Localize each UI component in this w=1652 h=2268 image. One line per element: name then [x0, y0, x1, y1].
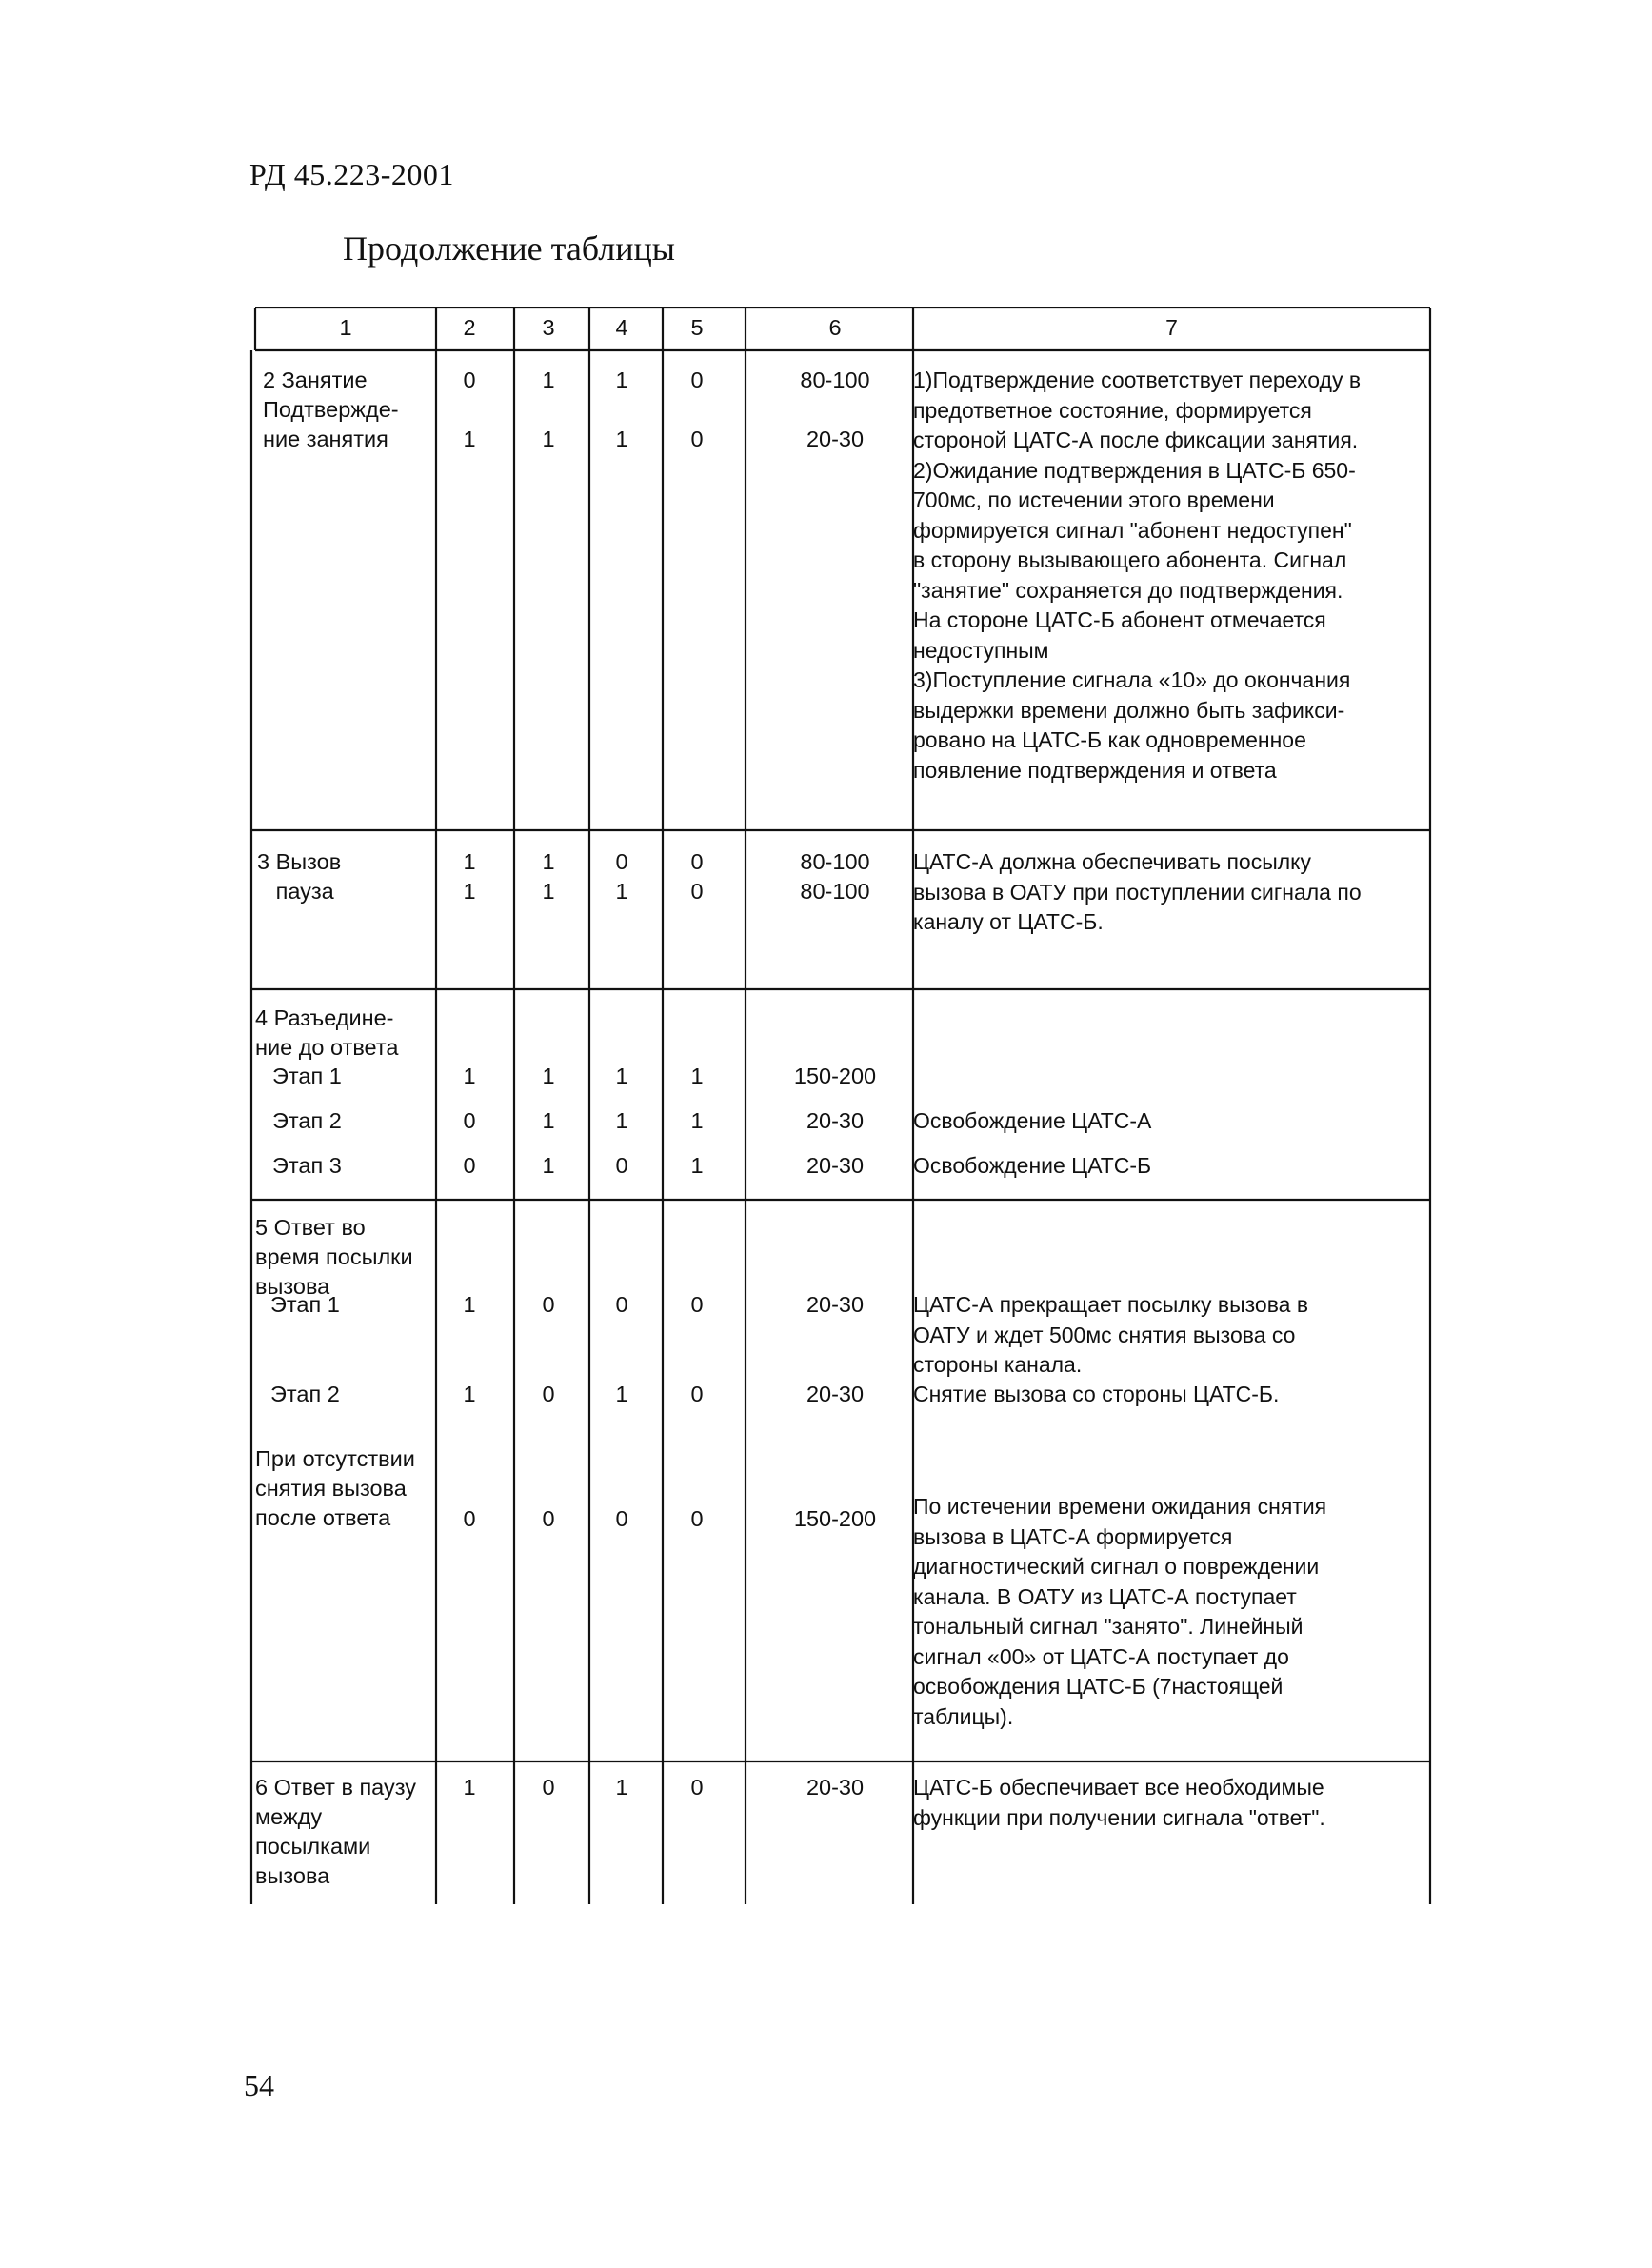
row-6-name: 6 Ответ в паузу между посылками вызова [255, 1775, 416, 1888]
row-4-stage-2-col-2: 0 [463, 1108, 476, 1133]
row-5-stage-1-col-4: 0 [615, 1292, 628, 1317]
row-5-stage-1-col-2: 1 [463, 1292, 476, 1317]
row-5-stage-3-col-3: 0 [542, 1506, 555, 1531]
row-5-stage-3-note: По истечении времени ожидания снятия вызова в ЦАТС-А формируется диагностический сигнал о повреждении канала. В ОАТУ из ЦАТС-А поступает тональный сигнал "занято". Линейный сигнал «00» от ЦАТС-А поступает до освобождения ЦАТС-Б (7настоящей таблицы). [913, 1494, 1327, 1729]
row-5-stage-1-col-6: 20-30 [806, 1292, 865, 1317]
row-3-col-4: 0 1 [615, 849, 628, 904]
row-4-stage-1-col-4: 1 [615, 1064, 628, 1088]
row-3-col-2: 1 1 [463, 849, 476, 904]
row-6-col-4: 1 [615, 1775, 628, 1800]
row-5-stage-2-note: Снятие вызова со стороны ЦАТС-Б. [913, 1382, 1280, 1406]
row-5-stage-2-col-2: 1 [463, 1382, 476, 1406]
col-header-5: 5 [690, 315, 704, 340]
row-3-col-5: 0 0 [690, 849, 704, 904]
row-4-stage-1-name: Этап 1 [272, 1064, 342, 1088]
row-4-stage-1-col-5: 1 [690, 1064, 704, 1088]
row-2-col-4: 1 1 [615, 368, 628, 451]
row-5-stage-2-col-3: 0 [542, 1382, 555, 1406]
row-4-name: 4 Разъедине- ние до ответа [255, 1005, 399, 1060]
row-5-stage-1-col-3: 0 [542, 1292, 555, 1317]
row-3-col-6: 80-100 80-100 [800, 849, 870, 904]
col-header-3: 3 [542, 315, 555, 340]
row-6-col-6: 20-30 [806, 1775, 865, 1800]
row-4-stage-2-col-5: 1 [690, 1108, 704, 1133]
row-5-stage-2-col-6: 20-30 [806, 1382, 865, 1406]
row-4-stage-1-col-2: 1 [463, 1064, 476, 1088]
row-5-stage-3-col-4: 0 [615, 1506, 628, 1531]
row-4-stage-2-name: Этап 2 [272, 1108, 342, 1133]
col-header-4: 4 [615, 315, 628, 340]
row-4-stage-2-col-6: 20-30 [806, 1108, 865, 1133]
row-5-stage-2-col-5: 0 [690, 1382, 704, 1406]
row-4-stage-3-note: Освобождение ЦАТС-Б [913, 1153, 1152, 1178]
row-4-stage-3-col-4: 0 [615, 1153, 628, 1178]
row-2-col-5: 0 0 [690, 368, 704, 451]
row-2-col-2: 0 1 [463, 368, 476, 451]
row-4-stage-3-col-2: 0 [463, 1153, 476, 1178]
row-5-stage-3-col-2: 0 [463, 1506, 476, 1531]
row-2-name: 2 Занятие Подтвержде- ние занятия [263, 368, 399, 451]
row-6-col-2: 1 [463, 1775, 476, 1800]
col-header-6: 6 [828, 315, 842, 340]
row-4-stage-3-col-6: 20-30 [806, 1153, 865, 1178]
page-number: 54 [244, 2068, 274, 2102]
row-6-note: ЦАТС-Б обеспечивает все необходимые функции при получении сигнала "ответ". [913, 1775, 1325, 1830]
row-6-col-3: 0 [542, 1775, 555, 1800]
table-continuation-title: Продолжение таблицы [343, 229, 675, 268]
row-2-col-3: 1 1 [542, 368, 555, 451]
row-2-note: 1)Подтверждение соответствует переходу в предответное состояние, формируется стороной ЦАТС-А после фиксации занятия. 2)Ожидание подтверждения в ЦАТС-Б 650- 700мс, по истечении этого времени формируется сигнал "абонент недоступен" в сторону вызывающего абонента. Сигнал "занятие" сохраняется до подтверждения. На стороне ЦАТС-Б абонент отмечается недоступным 3)Поступление сигнала «10» до окончания выдержки времени должно быть зафикси- ровано на ЦАТС-Б как одновременное появление подтверждения и ответа [913, 368, 1362, 783]
document-code: РД 45.223-2001 [249, 157, 454, 191]
row-4-stage-3-col-3: 1 [542, 1153, 555, 1178]
row-4-stage-1-col-6: 150-200 [793, 1064, 877, 1088]
row-5-name: 5 Ответ во время посылки вызова [255, 1215, 413, 1299]
row-5-stage-2-col-4: 1 [615, 1382, 628, 1406]
row-4-stage-2-col-4: 1 [615, 1108, 628, 1133]
signal-table [249, 307, 1433, 1906]
row-2-col-6: 80-100 20-30 [800, 368, 870, 451]
row-4-stage-3-col-5: 1 [690, 1153, 704, 1178]
row-5-stage-3-col-6: 150-200 [793, 1506, 877, 1531]
row-3-col-3: 1 1 [542, 849, 555, 904]
row-3-note: ЦАТС-А должна обеспечивать посылку вызова в ОАТУ при поступлении сигнала по каналу от ЦАТС-Б. [913, 849, 1362, 934]
row-4-stage-1-col-3: 1 [542, 1064, 555, 1088]
row-4-stage-2-note: Освобождение ЦАТС-А [913, 1108, 1152, 1133]
row-6-col-5: 0 [690, 1775, 704, 1800]
col-header-7: 7 [1165, 315, 1178, 340]
row-5-stage-3-col-5: 0 [690, 1506, 704, 1531]
col-header-2: 2 [463, 315, 476, 340]
row-4-stage-3-name: Этап 3 [272, 1153, 342, 1178]
row-5-stage-1-name: Этап 1 [270, 1292, 340, 1317]
row-5-stage-3-name: При отсутствии снятия вызова после ответа [255, 1446, 415, 1530]
row-5-stage-1-note: ЦАТС-А прекращает посылку вызова в ОАТУ и ждет 500мс снятия вызова со стороны канала. [913, 1292, 1309, 1377]
row-4-stage-2-col-3: 1 [542, 1108, 555, 1133]
col-header-1: 1 [339, 315, 352, 340]
row-5-stage-1-col-5: 0 [690, 1292, 704, 1317]
row-5-stage-2-name: Этап 2 [270, 1382, 340, 1406]
row-3-name: 3 Вызов пауза [257, 849, 342, 904]
